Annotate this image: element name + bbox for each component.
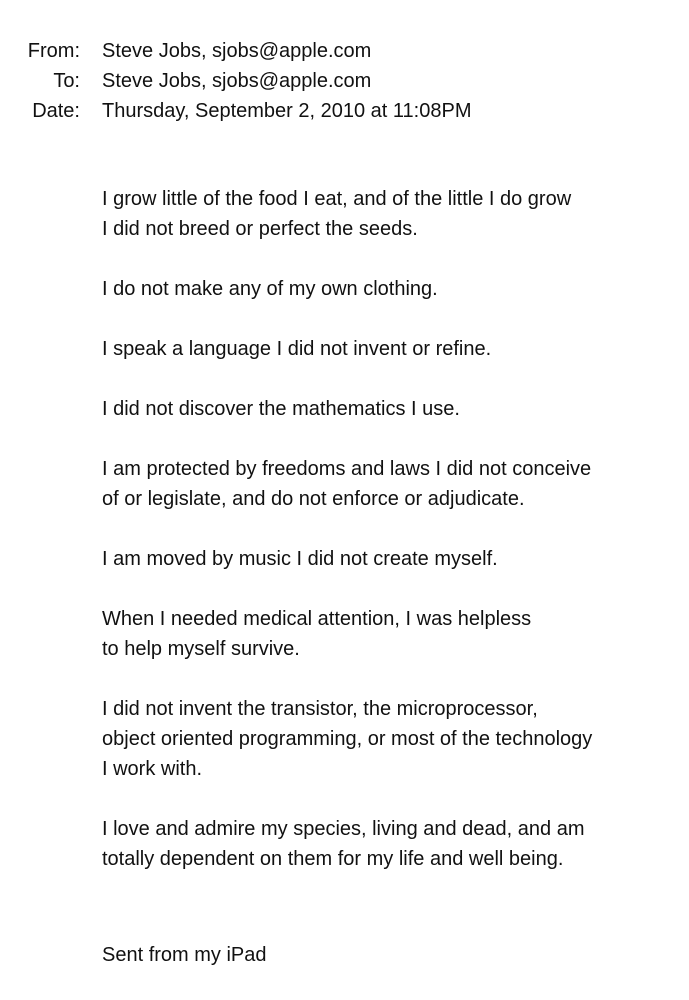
from-value: Steve Jobs, sjobs@apple.com	[102, 40, 372, 62]
paragraph	[102, 694, 682, 784]
email-body	[102, 184, 682, 904]
paragraph	[102, 274, 682, 304]
from-row	[0, 36, 689, 66]
date-value: Thursday, September 2, 2010 at 11:08PM	[102, 100, 472, 122]
to-row	[0, 66, 689, 96]
body-line: I speak a language I did not invent or refine.	[102, 338, 492, 360]
signature: Sent from my iPad	[102, 944, 267, 966]
body-line: I did not invent the transistor, the microprocessor,	[102, 698, 538, 720]
paragraph	[102, 814, 682, 874]
from-label: From:	[27, 40, 80, 62]
paragraph	[102, 544, 682, 574]
body-line: to help myself survive.	[102, 638, 300, 660]
paragraph	[102, 184, 682, 244]
body-line: I am protected by freedoms and laws I did not conceive	[102, 458, 592, 480]
body-line: I grow little of the food I eat, and of the little I do grow	[102, 188, 572, 210]
date-label: Date:	[32, 100, 80, 122]
body-line: When I needed medical attention, I was helpless	[102, 608, 532, 630]
date-row	[0, 96, 689, 126]
body-line: I did not breed or perfect the seeds.	[102, 218, 418, 240]
paragraph	[102, 604, 682, 664]
paragraph	[102, 334, 682, 364]
paragraph	[102, 394, 682, 424]
body-line: I love and admire my species, living and dead, and am	[102, 818, 585, 840]
to-label: To:	[53, 70, 80, 92]
body-line: of or legislate, and do not enforce or adjudicate.	[102, 488, 525, 510]
body-line: I do not make any of my own clothing.	[102, 278, 438, 300]
body-line: I work with.	[102, 758, 203, 780]
body-line: I am moved by music I did not create myself.	[102, 548, 498, 570]
paragraph	[102, 454, 682, 514]
body-line: totally dependent on them for my life and well being.	[102, 848, 564, 870]
body-line: I did not discover the mathematics I use.	[102, 398, 460, 420]
to-value: Steve Jobs, sjobs@apple.com	[102, 70, 372, 92]
body-line: object oriented programming, or most of the technology	[102, 728, 593, 750]
email-headers	[0, 36, 689, 126]
